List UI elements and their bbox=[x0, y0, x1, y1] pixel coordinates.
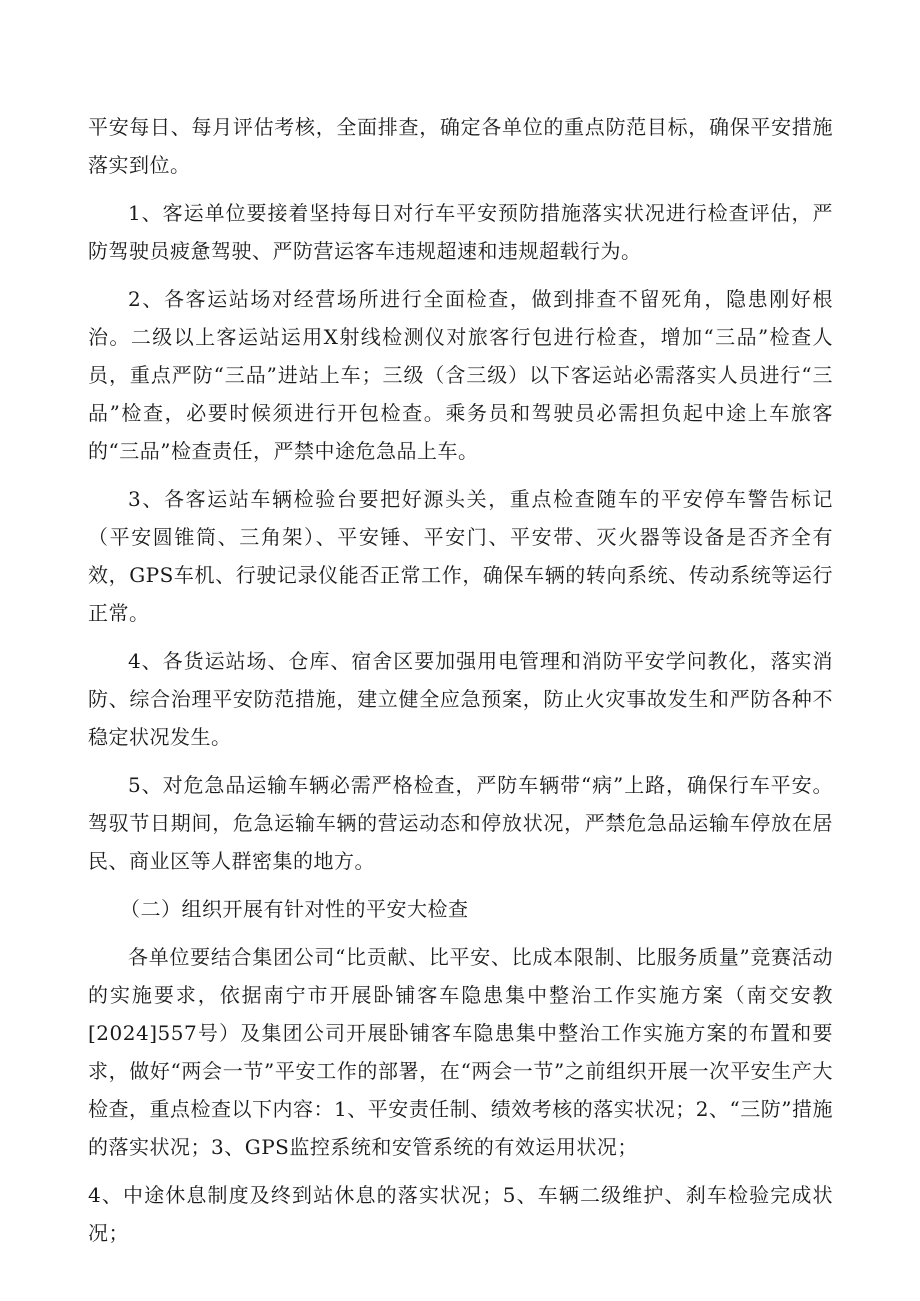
paragraph-item-4: 4、各货运站场、仓库、宿舍区要加强用电管理和消防平安学问教化，落实消防、综合治理平安防范措施，建立健全应急预案，防止火灾事故发生和严防各种不稳定状况发生。 bbox=[88, 649, 833, 749]
paragraph-item-3: 3、各客运站车辆检验台要把好源头关，重点检查随车的平安停车警告标记（平安圆锥筒、三角架）、平安锤、平安门、平安带、灭火器等设备是否齐全有效，GPS车机、行驶记录仪能否正常工作，确保车辆的转向系统、传动系统等运行正常。 bbox=[88, 487, 833, 625]
section-heading: （二）组织开展有针对性的平安大检查 bbox=[120, 897, 469, 921]
paragraph-item-1: 1、客运单位要接着坚持每日对行车平安预防措施落实状况进行检查评估，严防驾驶员疲惫驾驶、严防营运客车违规超速和违规超载行为。 bbox=[88, 201, 833, 263]
paragraph-inspection: 各单位要结合集团公司“比贡献、比平安、比成本限制、比服务质量”竞赛活动的实施要求，依据南宁市开展卧铺客车隐患集中整治工作实施方案（南交安教[2024]557号）及集团公司开展卧铺客车隐患集中整治工作实施方案的布置和要求，做好“两会一节”平安工作的部署，在“两会一节”之前组织开展一次平安生产大检查，重点检查以下内容：1、平安责任制、绩效考核的落实状况；2、“三防”措施的落实状况；3、GPS监控系统和安管系统的有效运用状况； bbox=[88, 945, 833, 1159]
paragraph-continuation: 平安每日、每月评估考核，全面排查，确定各单位的重点防范目标，确保平安措施落实到位。 bbox=[88, 115, 833, 177]
paragraph-item-5: 5、对危急品运输车辆必需严格检查，严防车辆带“病”上路，确保行车平安。驾驭节日期间，危急运输车辆的营运动态和停放状况，严禁危急品运输车停放在居民、商业区等人群密集的地方。 bbox=[88, 773, 833, 873]
paragraph-item-2: 2、各客运站场对经营场所进行全面检查，做到排查不留死角，隐患刚好根治。二级以上客运站运用X射线检测仪对旅客行包进行检查，增加“三品”检查人员，重点严防“三品”进站上车；三级（含三级）以下客运站必需落实人员进行“三品”检查，必要时候须进行开包检查。乘务员和驾驶员必需担负起中途上车旅客的“三品”检查责任，严禁中途危急品上车。 bbox=[88, 287, 833, 463]
document-body bbox=[88, 108, 833, 1262]
paragraph-inspection-continued: 4、中途休息制度及终到站休息的落实状况；5、车辆二级维护、刹车检验完成状况； bbox=[88, 1183, 833, 1245]
